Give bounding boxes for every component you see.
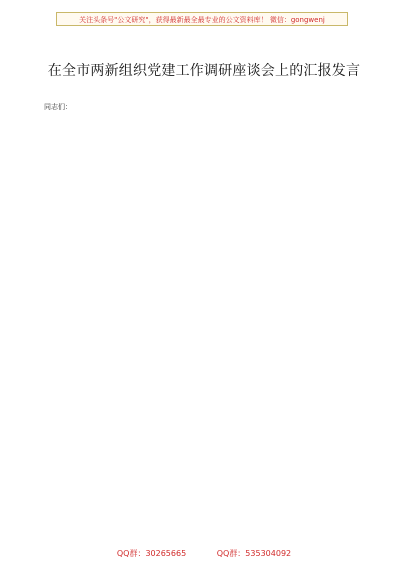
promo-banner[interactable]: 关注头条号"公文研究"，获得最新最全最专业的公文资料库！ 微信：gongwenj bbox=[56, 12, 348, 26]
paragraph bbox=[44, 124, 364, 133]
footer-contact bbox=[0, 548, 408, 559]
qq-group-1: QQ群：30265665 bbox=[116, 549, 187, 558]
qq-group-2: QQ群：535304092 bbox=[216, 549, 292, 558]
page-title: 在全市两新组织党建工作调研座谈会上的汇报发言 bbox=[47, 63, 361, 79]
paragraph bbox=[44, 156, 364, 165]
document-body bbox=[44, 114, 364, 526]
salutation: 同志们： bbox=[44, 103, 72, 111]
paragraph bbox=[44, 114, 364, 123]
paragraph bbox=[44, 145, 364, 154]
paragraph bbox=[44, 135, 364, 144]
